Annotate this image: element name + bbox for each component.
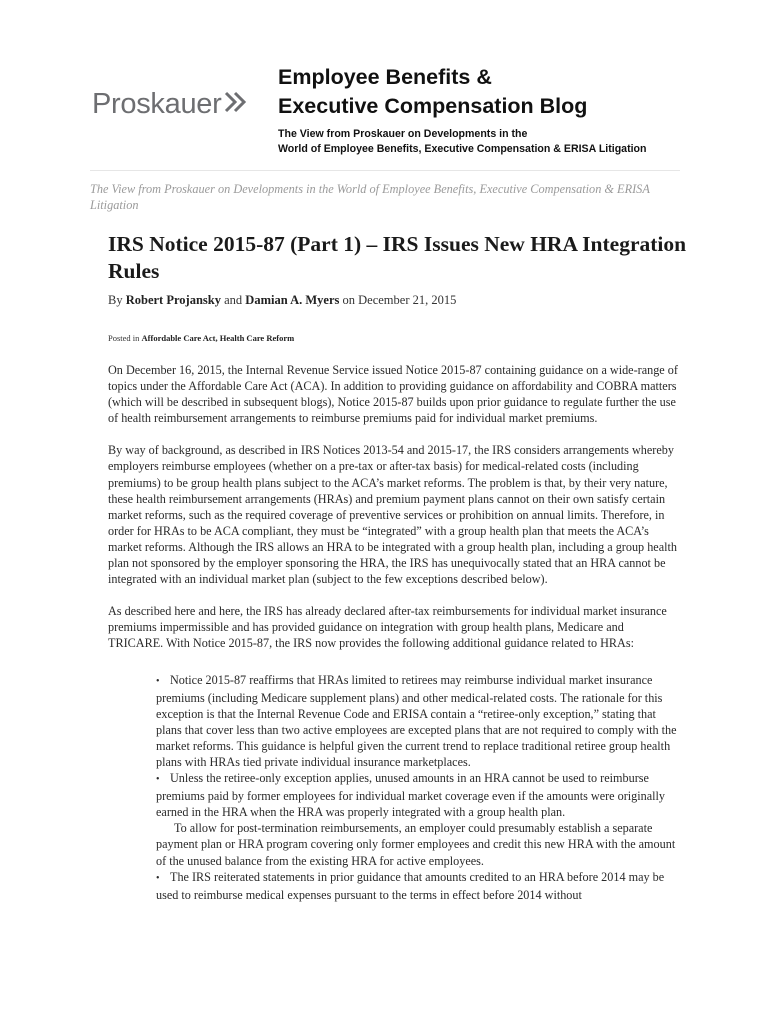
- double-chevron-icon: [223, 90, 249, 119]
- proskauer-logo[interactable]: [92, 88, 249, 121]
- paragraph-3-text-2: and: [198, 604, 216, 619]
- byline-by: By: [108, 293, 123, 307]
- site-header: [0, 0, 768, 170]
- paragraph-3-text-3: , the IRS has already declared after-tax reimbursements for individual market insurance premiums impermissible and has provided guidance on integration with group health plans, Medicare and TRICARE. With Notice 2015-87, the IRS now provides the following additional guidance related to HRAs:: [108, 604, 667, 651]
- posted-in-prefix: Posted in: [108, 333, 140, 343]
- bullet-icon: •: [156, 872, 160, 884]
- paragraph-2: By way of background, as described in IRS Notices 2013-54 and 2015-17, the IRS considers arrangements whereby employers reimburse employees (whether on a pre-tax or after-tax basis) for medical-related costs (including premiums) to be group health plans subject to the ACA’s market reforms. The problem is that, by their very nature, these health reimbursement arrangements (HRAs) and premium payment plans cannot on their own satisfy certain market reforms, such as the required coverage of preventive services or prohibition on annual limits. Therefore, in order for HRAs to be ACA compliant, they must be “integrated” with a group health plan that meets the ACA’s market reforms. Although the IRS allows an HRA to be integrated with a group health plan, including a group health plan not sponsored by the employer sponsoring the HRA, the IRS has unequivocally stated that an HRA cannot be integrated with an individual market plan (subject to the few exceptions described below).: [108, 443, 677, 587]
- blog-tagline: [278, 127, 718, 157]
- list-item: [156, 672, 680, 771]
- article-title: IRS Notice 2015-87 (Part 1) – IRS Issues New HRA Integration Rules: [108, 232, 687, 283]
- here-link-1[interactable]: here: [174, 604, 196, 619]
- sub-paragraph-text: To allow for post-termination reimbursements, an employer could presumably establish a separate payment plan or HRA program covering only former employees and credit this new HRA with the amount of the unused balance from the existing HRA for active employees.: [156, 821, 676, 868]
- bullet-icon: •: [156, 675, 160, 687]
- byline-date: on December 21, 2015: [342, 293, 457, 307]
- header-divider: [90, 170, 680, 171]
- author-link-robert-projansky[interactable]: Robert Projansky: [125, 293, 221, 307]
- blog-title-line-2: Executive Compensation Blog: [278, 94, 588, 118]
- guidance-list: [108, 672, 680, 903]
- paragraph-3-text-1: As described: [108, 604, 172, 619]
- bullet-text-2: Unless the retiree-only exception applies, unused amounts in an HRA cannot be used to reimburse premiums paid by former employees for individual market coverage even if the amounts were originally earned in the HRA when the HRA was properly integrated with a group health plan.: [156, 771, 666, 820]
- sub-paragraph: [156, 820, 680, 868]
- logo-wordmark: Proskauer: [92, 88, 222, 120]
- paragraph-1: On December 16, 2015, the Internal Revenue Service issued Notice 2015-87 containing guidance on a wide-range of topics under the Affordable Care Act (ACA). In addition to providing guidance on affordability and COBRA matters (which will be described in subsequent blogs), Notice 2015-87 builds upon prior guidance to regulate further the use of health reimbursement arrangements to reimburse premiums paid for individual market premiums.: [108, 363, 678, 426]
- here-link-2[interactable]: here: [219, 604, 241, 619]
- article-body: [108, 362, 680, 903]
- blog-title-line-1: Employee Benefits &: [278, 65, 492, 89]
- blog-title[interactable]: [278, 63, 718, 121]
- list-item: [156, 770, 680, 820]
- list-item: [156, 869, 680, 903]
- bullet-icon: •: [156, 774, 160, 786]
- byline-and: and: [224, 293, 243, 307]
- category-links[interactable]: Affordable Care Act, Health Care Reform: [141, 333, 295, 343]
- bullet-text-1: Notice 2015-87 reaffirms that HRAs limited to retirees may reimburse individual market insurance premiums (including Medicare supplement plans) and other medical-related costs. The rationale for this exception is that the Internal Revenue Code and ERISA contain a “retiree-only exception,” stating that plans that cover less than two active employees are excepted plans that are not required to comply with the market reforms. This guidance is helpful given the current trend to replace traditional retiree group health plans with HRAs tied private individual insurance marketplaces.: [156, 672, 677, 769]
- paragraph-3: [108, 603, 680, 651]
- tagline-banner: The View from Proskauer on Developments in the World of Employee Benefits, Executive Compensation & ERISA Litigation: [90, 182, 650, 212]
- posted-in: [108, 333, 294, 343]
- blog-tagline-line-1: The View from Proskauer on Developments in the: [278, 128, 528, 140]
- article-byline: [108, 293, 456, 308]
- blog-tagline-line-2: World of Employee Benefits, Executive Compensation & ERISA Litigation: [278, 143, 647, 155]
- bullet-text-3: The IRS reiterated statements in prior guidance that amounts credited to an HRA before 2014 may be used to reimburse medical expenses pursuant to the terms in effect before 2014 without: [156, 869, 665, 902]
- author-link-damian-myers[interactable]: Damian A. Myers: [245, 293, 340, 307]
